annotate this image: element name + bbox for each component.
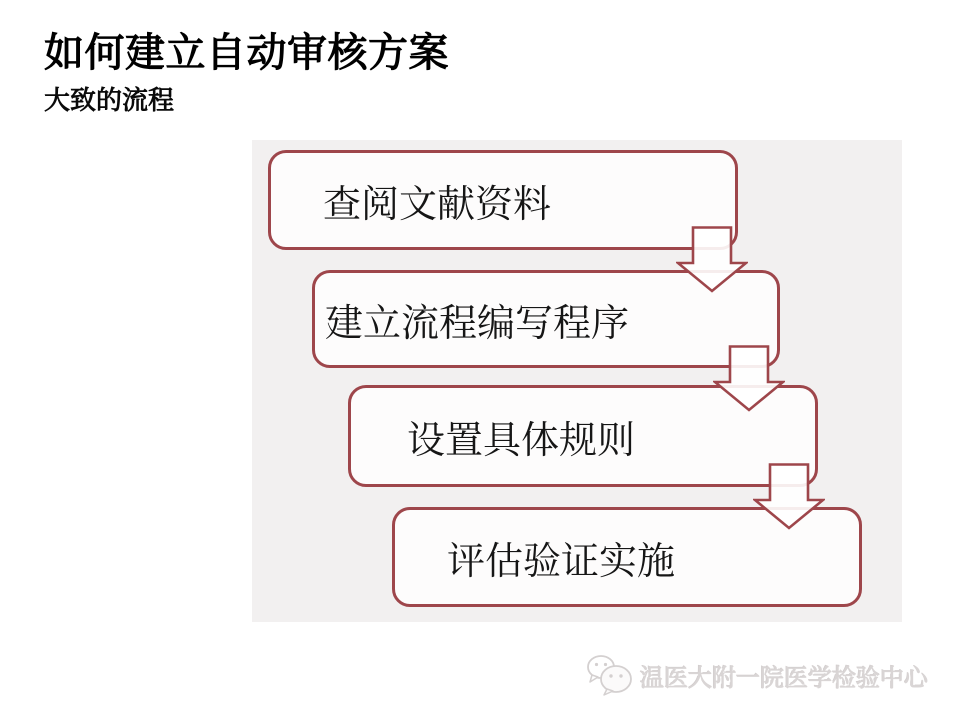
footer-watermark bbox=[586, 653, 928, 697]
wechat-logo-icon bbox=[586, 653, 634, 697]
slide-title: 如何建立自动审核方案 bbox=[44, 30, 449, 75]
watermark-text: 温医大附一院医学检验中心 bbox=[640, 664, 928, 692]
down-block-arrow-icon bbox=[676, 226, 748, 293]
flow-step-2-label: 建立流程编写程序 bbox=[325, 302, 630, 345]
flow-step-1 bbox=[268, 150, 738, 250]
slide-subtitle: 大致的流程 bbox=[44, 86, 175, 115]
flow-step-3-label: 设置具体规则 bbox=[407, 419, 636, 462]
down-block-arrow-icon bbox=[713, 345, 785, 412]
flow-step-1-label: 查阅文献资料 bbox=[323, 183, 552, 226]
down-block-arrow-icon bbox=[753, 463, 825, 530]
flow-step-4-label: 评估验证实施 bbox=[447, 540, 676, 583]
